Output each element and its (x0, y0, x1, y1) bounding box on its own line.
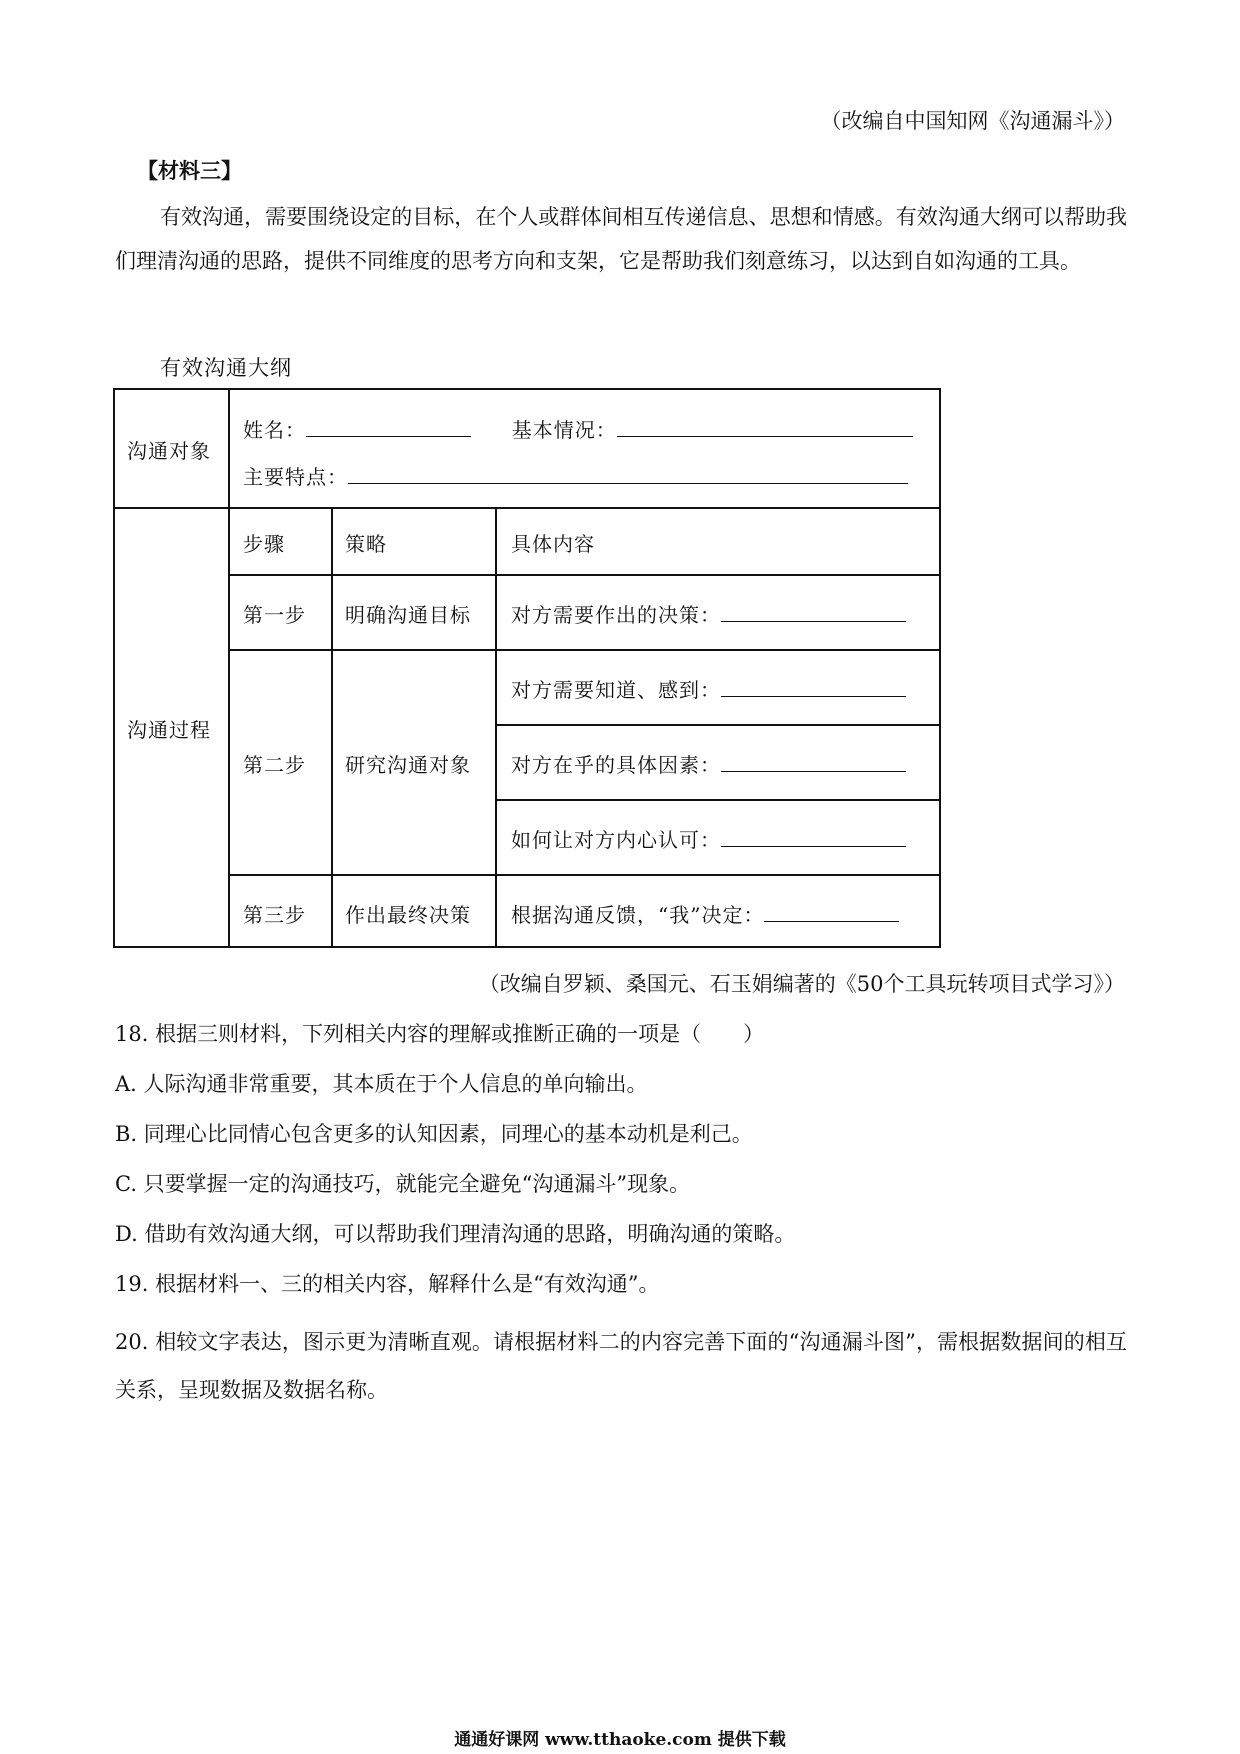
step-2-content-b (511, 749, 906, 778)
step-2-content-c (511, 824, 906, 853)
col-step: 步骤 (243, 532, 285, 556)
features-field (243, 461, 908, 490)
question-19: 19. 根据材料一、三的相关内容，解释什么是“有效沟通”。 (115, 1272, 660, 1296)
step-1-strategy: 明确沟通目标 (345, 603, 471, 627)
basic-info-blank[interactable] (617, 418, 913, 437)
question-18-option-a: A. 人际沟通非常重要，其本质在于个人信息的单向输出。 (115, 1072, 648, 1096)
col-strategy: 策略 (345, 532, 387, 556)
step-2-blank-c[interactable] (721, 828, 906, 847)
step-3-blank[interactable] (764, 903, 899, 922)
table-caption: 有效沟通大纲 (160, 356, 292, 380)
step-1-blank[interactable] (721, 603, 906, 622)
step-2-content-a-label: 对方需要知道、感到： (511, 678, 721, 702)
step-2-content-b-label: 对方在乎的具体因素： (511, 753, 721, 777)
name-blank[interactable] (306, 418, 471, 437)
question-18-option-c: C. 只要掌握一定的沟通技巧，就能完全避免“沟通漏斗”现象。 (115, 1172, 691, 1196)
question-18-option-b: B. 同理心比同情心包含更多的认知因素，同理心的基本动机是利己。 (115, 1122, 753, 1146)
step-3-strategy: 作出最终决策 (345, 903, 471, 927)
step-2-content-c-label: 如何让对方内心认可： (511, 828, 721, 852)
step-3-content-label: 根据沟通反馈，“我”决定： (511, 903, 765, 927)
material-paragraph: 有效沟通，需要围绕设定的目标，在个人或群体间相互传递信息、思想和情感。有效沟通大纲可以帮助我们理清沟通的思路，提供不同维度的思考方向和支架，它是帮助我们刻意练习，以达到自如沟通的工具。 (115, 205, 1127, 273)
col-content: 具体内容 (511, 532, 595, 556)
table-rule (495, 724, 939, 726)
communication-outline-table (113, 388, 941, 948)
header-communication-target: 沟通对象 (127, 439, 211, 463)
table-rule (228, 649, 939, 651)
step-1-content-label: 对方需要作出的决策： (511, 603, 721, 627)
page-footer: 通通好课网 www.tthaoke.com 提供下载 (454, 1730, 786, 1750)
features-label: 主要特点： (243, 465, 348, 489)
step-2-blank-b[interactable] (721, 753, 906, 772)
table-rule (331, 507, 333, 946)
table-rule (115, 507, 939, 509)
step-2-content-a (511, 674, 906, 703)
header-communication-process: 沟通过程 (127, 718, 211, 742)
question-20: 20. 相较文字表达，图示更为清晰直观。请根据材料二的内容完善下面的“沟通漏斗图”，需根据数据间的相互关系，呈现数据及数据名称。 (115, 1330, 1127, 1402)
step-3-content (511, 899, 899, 928)
step-2-blank-a[interactable] (721, 678, 906, 697)
step-2-strategy: 研究沟通对象 (345, 753, 471, 777)
source-citation-book: （改编自罗颖、桑国元、石玉娟编著的《50个工具玩转项目式学习》） (478, 972, 1125, 996)
table-rule (495, 507, 497, 946)
material-title: 【材料三】 (137, 158, 242, 183)
step-1: 第一步 (243, 603, 306, 627)
table-rule (495, 799, 939, 801)
table-rule (228, 574, 939, 576)
question-18: 18. 根据三则材料，下列相关内容的理解或推断正确的一项是（ ） (115, 1022, 765, 1046)
basic-info-label: 基本情况： (511, 418, 617, 442)
step-3: 第三步 (243, 903, 306, 927)
name-field (243, 414, 913, 443)
features-blank[interactable] (348, 465, 908, 484)
name-label: 姓名： (243, 418, 306, 442)
source-citation: （改编自中国知网《沟通漏斗》） (820, 109, 1125, 133)
question-18-option-d: D. 借助有效沟通大纲，可以帮助我们理清沟通的思路，明确沟通的策略。 (115, 1222, 796, 1246)
table-rule (228, 874, 939, 876)
table-rule (228, 390, 230, 946)
step-2: 第二步 (243, 753, 306, 777)
step-1-content (511, 599, 906, 628)
